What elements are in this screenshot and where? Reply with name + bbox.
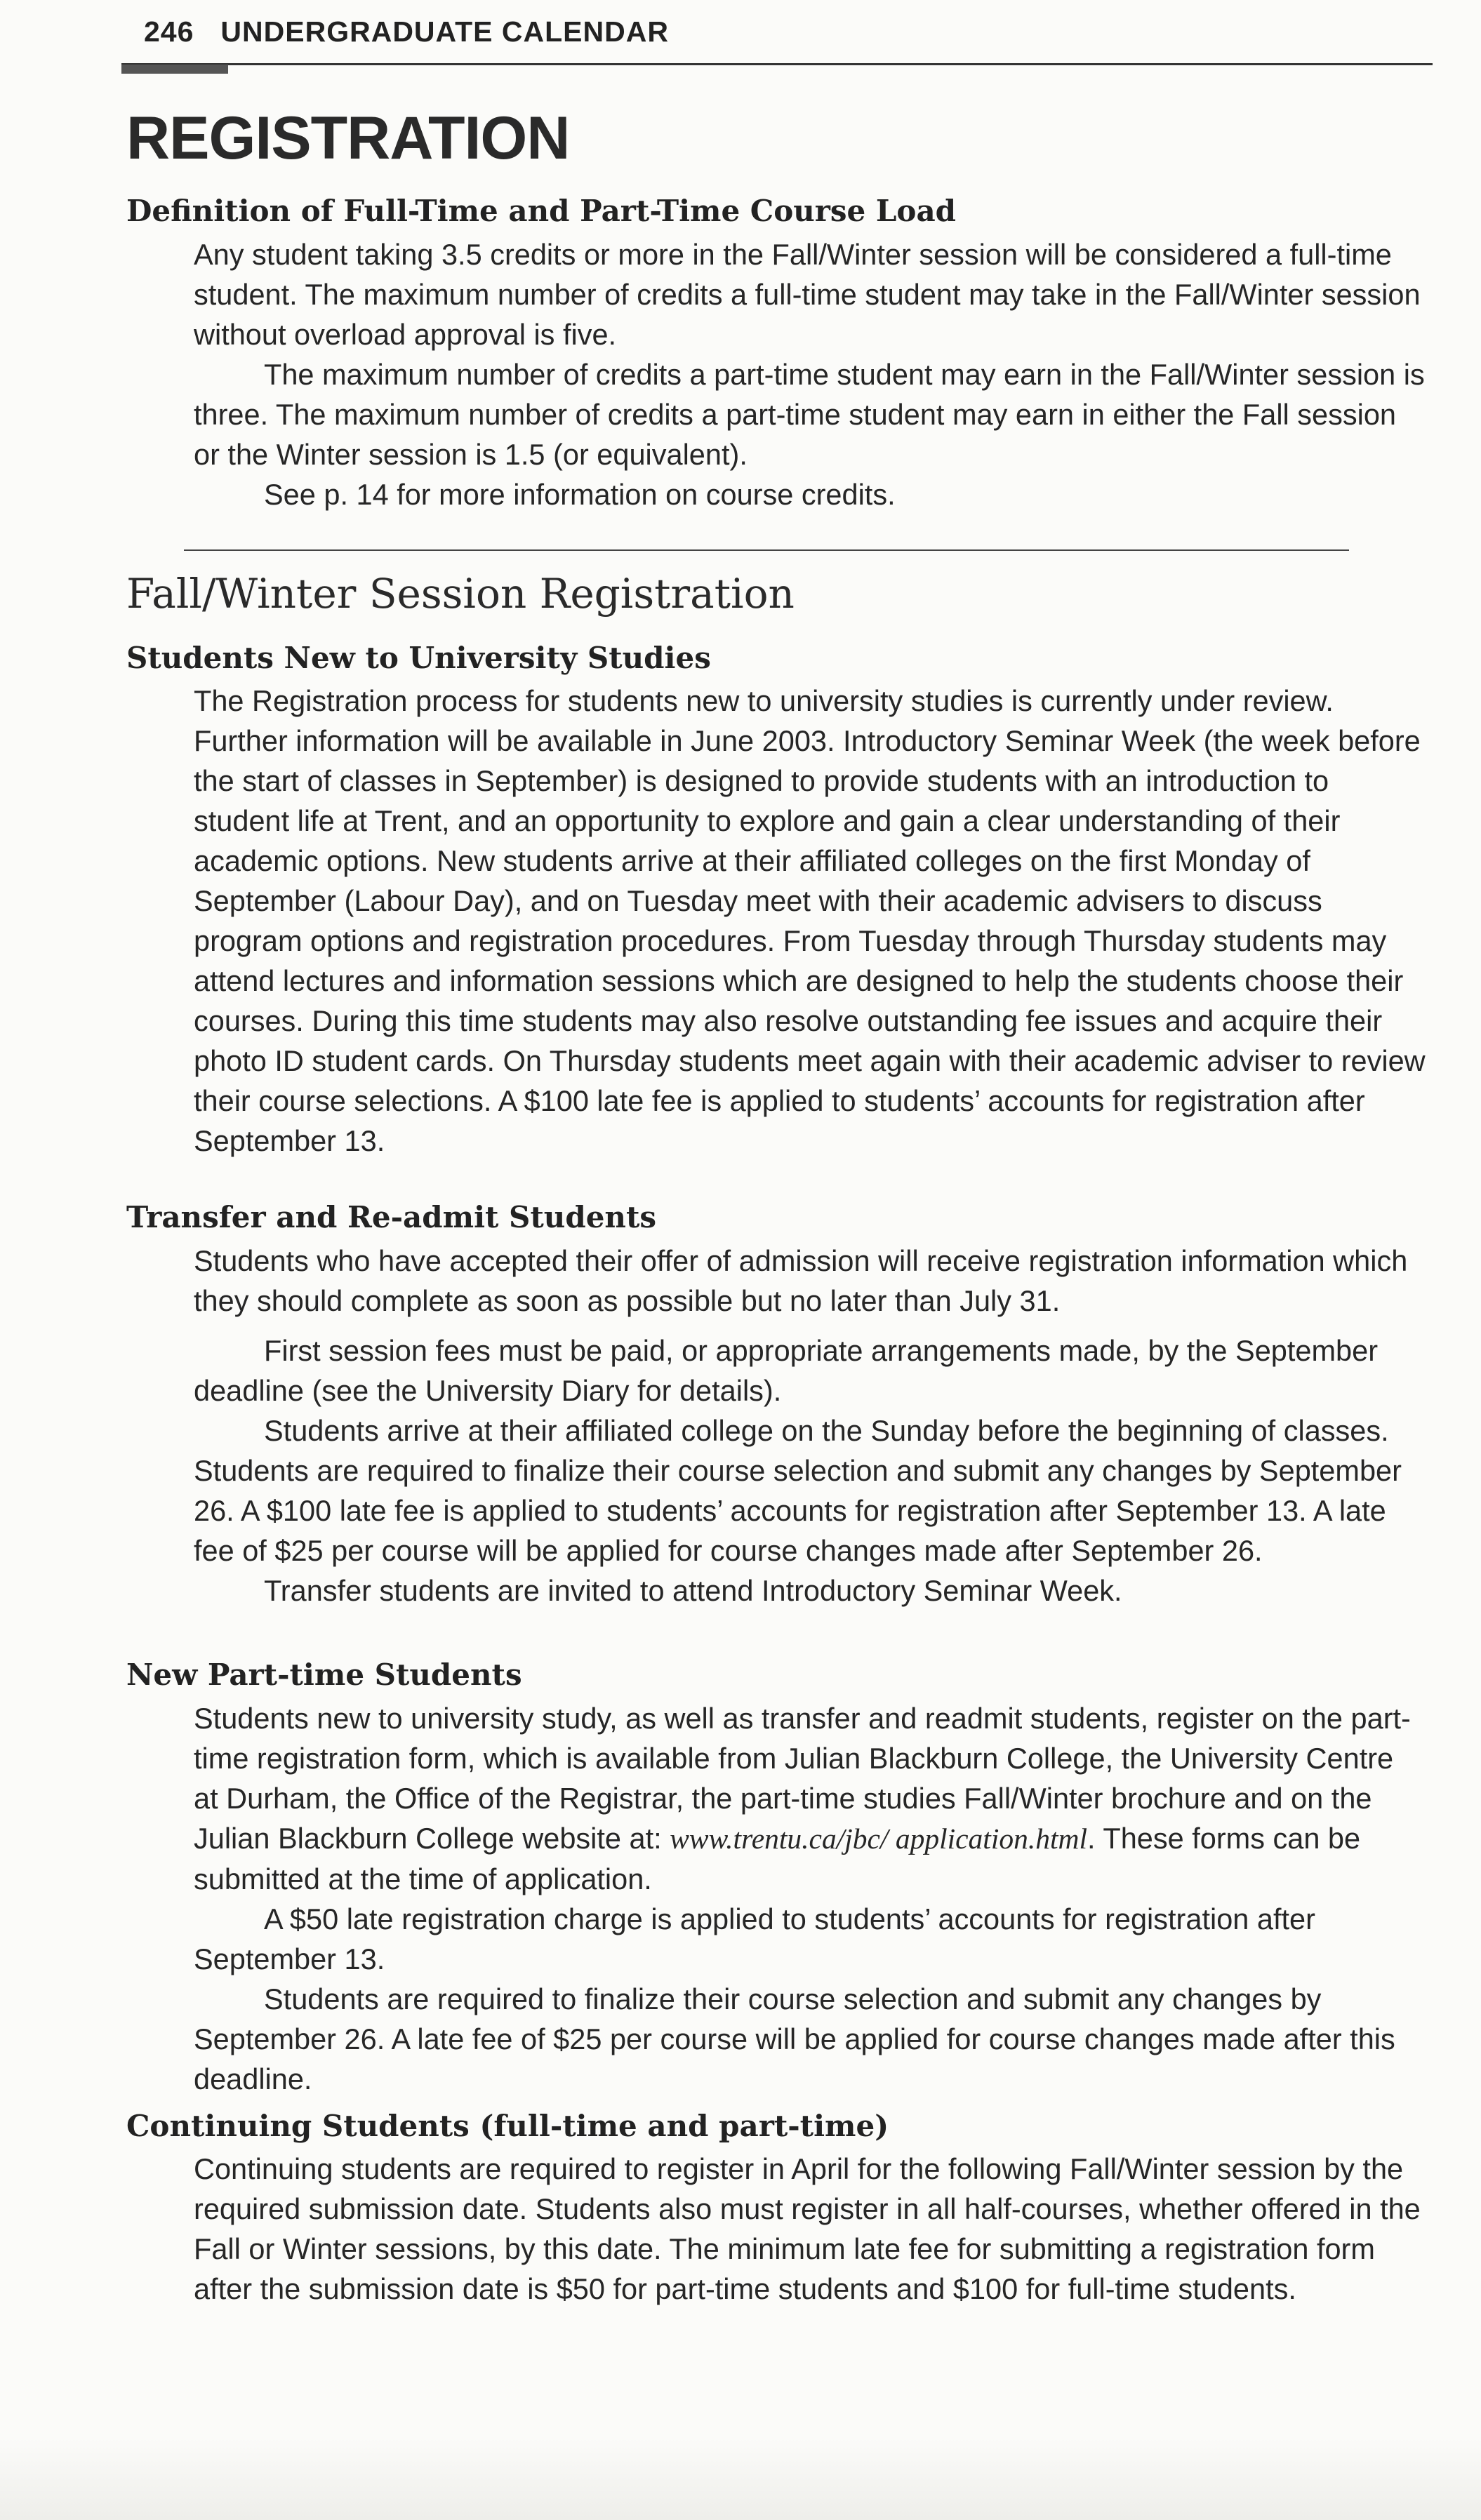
paragraph: First session fees must be paid, or appropriate arrangements made, by the September deadline (see the University Diary for details). (194, 1334, 1379, 1407)
section-title: Fall/Winter Session Registration (126, 570, 795, 618)
paragraph: The maximum number of credits a part-time student may earn in the Fall/Winter session is three. The maximum number of credits a part-time student may earn in either the Fall session or the Winter session is 1.5 (or equivalent). (194, 358, 1425, 471)
definition-heading: Definition of Full-Time and Part-Time Course Load (126, 194, 957, 228)
paragraph: See p. 14 for more information on course credits. (264, 478, 896, 511)
page-title: REGISTRATION (126, 105, 570, 172)
header-accent-bar (121, 65, 228, 74)
paragraph: Students are required to finalize their course selection and submit any changes by September 26. A late fee of $25 per course will be applied for course changes made after this deadline. (194, 1982, 1395, 2095)
paragraph: Transfer students are invited to attend Introductory Seminar Week. (264, 1574, 1122, 1607)
definition-body (194, 234, 1426, 514)
page-bottom-shadow (0, 2439, 1481, 2520)
page-number: 246 (144, 15, 194, 48)
paragraph: Students who have accepted their offer of admission will receive registration information which they should complete as soon as possible but no later than July 31. (194, 1244, 1408, 1317)
paragraph: Students arrive at their affiliated college on the Sunday before the beginning of classes. Students are required to finalize their course selection and submit any changes by September 26. A $100 late fee is applied to students’ accounts for registration after September 13. A late fee of $25 per course will be applied for course changes made after September 26. (194, 1414, 1402, 1567)
transfer-body (194, 1241, 1426, 1611)
paragraph: The Registration process for students new to university studies is currently under review. Further information will be available in June 2003. Introductory Seminar Week (the week before the start of classes in September) is designed to provide students with an introduction to student life at Trent, and an opportunity to explore and gain a clear understanding of their academic options. New students arrive at their affiliated colleges on the first Monday of September (Labour Day), and on Tuesday meet with their academic advisers to discuss program options and registration procedures. From Tuesday through Thursday students may attend lectures and information sessions which are designed to help the students choose their courses. During this time students may also resolve outstanding fee issues and acquire their photo ID student cards. On Thursday students meet again with their academic adviser to review their course selections. A $100 late fee is applied to students’ accounts for registration after September 13. (194, 684, 1426, 1157)
part-time-heading: New Part-time Students (126, 1658, 522, 1692)
new-students-heading: Students New to University Studies (126, 641, 711, 675)
website-link[interactable]: www.trentu.ca/jbc/ application.html (670, 1822, 1088, 1855)
paragraph: Continuing students are required to register in April for the following Fall/Winter session by the required submission date. Students also must register in all half-courses, whether offered in the Fall or Winter sessions, by this date. The minimum late fee for submitting a registration form after the submission date is $50 for part-time students and $100 for full-time students. (194, 2152, 1421, 2305)
running-header (144, 15, 669, 48)
paragraph: A $50 late registration charge is applied to students’ accounts for registration after September 13. (194, 1902, 1315, 1975)
part-time-body (194, 1698, 1426, 2099)
section-divider (184, 549, 1349, 551)
paragraph-text: . These forms can be submitted at the time of application. (194, 1822, 1361, 1895)
continuing-body (194, 2149, 1426, 2309)
header-rule (121, 63, 1433, 65)
transfer-heading: Transfer and Re-admit Students (126, 1200, 656, 1234)
paragraph: Any student taking 3.5 credits or more in the Fall/Winter session will be considered a full-time student. The maximum number of credits a full-time student may take in the Fall/Winter session without overload approval is five. (194, 238, 1421, 351)
paragraph (194, 1698, 1426, 1899)
running-title: UNDERGRADUATE CALENDAR (220, 15, 669, 48)
paragraph-text: Students new to university study, as well as transfer and readmit students, register on the part-time registration form, which is available from Julian Blackburn College, the University Centre at Durham, the Office of the Registrar, the part-time studies Fall/Winter brochure and on the Julian Blackburn College website at: (194, 1702, 1411, 1855)
new-students-body (194, 681, 1426, 1161)
continuing-heading: Continuing Students (full-time and part-time) (126, 2109, 889, 2143)
